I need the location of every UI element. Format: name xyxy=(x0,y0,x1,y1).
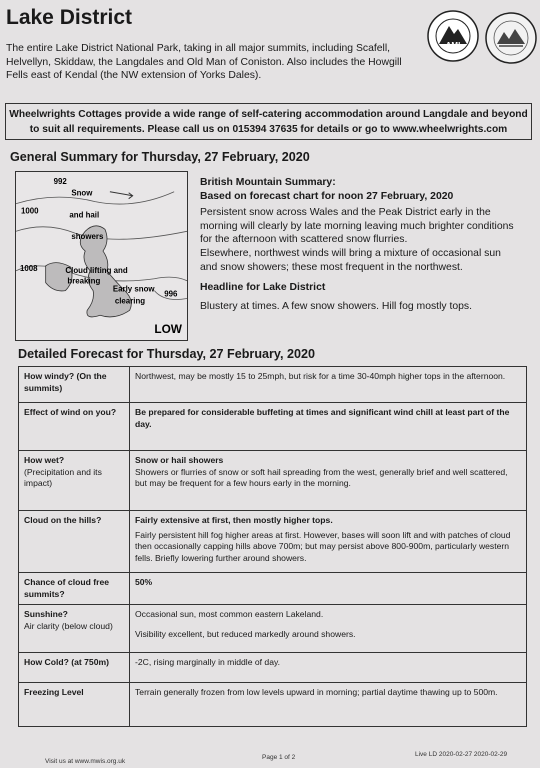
footer-page-number: Page 1 of 2 xyxy=(262,754,296,761)
map-label-early-snow: Early snow xyxy=(112,284,155,294)
row-value-wet xyxy=(130,451,527,511)
cloud-text: Fairly persistent hill fog higher areas at first. However, bases will soon lift and with patches of cloud then occasionally capping hills above 700m; but may persist above 800-900m, particularly western fells. Briefly lowering further around showers. xyxy=(135,529,511,563)
footer-website: Visit us at www.mwis.org.uk xyxy=(45,758,126,765)
table-row xyxy=(19,605,527,653)
row-label-wet xyxy=(19,451,130,511)
isobar-label-1000: 1000 xyxy=(20,206,39,216)
summary-paragraph-1: Persistent snow across Wales and the Peak District early in the morning will clearly by late morning leaving much brighter conditions for the afternoon with scattered snow flurries. xyxy=(200,207,514,246)
wet-title: Snow or hail showers xyxy=(135,455,224,465)
sun-text: Occasional sun, most common eastern Lakeland. xyxy=(135,609,324,619)
summary-paragraph-2: Elsewhere, northwest winds will bring a mixture of occasional sun and snow showers; these most frequent in the northwest. xyxy=(200,247,501,273)
isobar-label-996: 996 xyxy=(164,289,178,299)
wet-label: How wet? xyxy=(24,455,65,465)
table-row xyxy=(19,653,527,683)
table-row xyxy=(19,573,527,605)
row-value-cloud xyxy=(130,511,527,573)
page-title: Lake District xyxy=(6,6,133,29)
row-value-effect: Be prepared for considerable buffeting at times and significant wind chill at least part of the day. xyxy=(130,403,527,451)
wet-sublabel: (Precipitation and its impact) xyxy=(24,466,102,488)
table-row xyxy=(19,403,527,451)
advert-banner xyxy=(5,103,532,140)
isobar-label-1008: 1008 xyxy=(19,263,38,273)
visibility-text: Visibility excellent, but reduced markedly around showers. xyxy=(135,628,356,639)
row-value-freezing: Terrain generally frozen from low levels upward in morning; partial daytime thawing up to 500m. xyxy=(130,683,527,727)
cloud-title: Fairly extensive at first, then mostly higher tops. xyxy=(135,515,333,525)
map-label-snow: Snow xyxy=(71,188,93,198)
banner-line-2: to suit all requirements. Please call us on 015394 37635 for details or go to www.wheelwrights.com xyxy=(29,124,508,135)
general-summary-heading: General Summary for Thursday, 27 February, 2020 xyxy=(10,150,310,164)
table-row xyxy=(19,367,527,403)
map-label-clearing: clearing xyxy=(114,296,146,306)
summary-basis: Based on forecast chart for noon 27 February, 2020 xyxy=(200,190,454,202)
row-label-cloud: Cloud on the hills? xyxy=(19,511,130,573)
map-label-cloud-lifting: Cloud lifting and xyxy=(65,265,128,275)
headline-title: Headline for Lake District xyxy=(200,282,326,294)
sun-sublabel: Air clarity (below cloud) xyxy=(24,620,113,631)
row-label-freezing: Freezing Level xyxy=(19,683,130,727)
row-label-chance: Chance of cloud free summits? xyxy=(19,573,130,605)
table-row xyxy=(19,511,527,573)
map-label-breaking: breaking xyxy=(67,276,101,286)
forecast-chart-map xyxy=(15,171,188,341)
detailed-forecast-table xyxy=(18,366,527,727)
row-value-sunshine xyxy=(130,605,527,653)
map-label-showers: showers xyxy=(71,232,104,242)
footer-version: Live LD 2020-02-27 2020-02-29 xyxy=(415,751,508,758)
summary-title: British Mountain Summary: xyxy=(200,177,336,188)
ami-logo xyxy=(427,10,479,62)
row-label-windy: How windy? (On the summits) xyxy=(19,367,130,403)
synoptic-chart xyxy=(16,172,187,340)
sun-label: Sunshine? xyxy=(24,609,68,619)
intro-text: The entire Lake District National Park, taking in all major summits, including Scafell, Helvellyn, Skiddaw, the Langdales and Old Man of Coniston. Also includes the Howgill Fells east of Kendal (the NW extension of Yorks Dales). xyxy=(6,43,402,81)
mwis-logo xyxy=(485,12,537,64)
row-label-sunshine xyxy=(19,605,130,653)
row-label-effect: Effect of wind on you? xyxy=(19,403,130,451)
map-label-low: LOW xyxy=(154,322,183,337)
row-value-chance: 50% xyxy=(130,573,527,605)
isobar-label-992: 992 xyxy=(53,176,67,186)
row-label-cold: How Cold? (at 750m) xyxy=(19,653,130,683)
table-row xyxy=(19,683,527,727)
british-mountain-summary xyxy=(200,176,515,313)
wet-text: Showers or flurries of snow or soft hail spreading from the west, generally brief and well scattered, but may be frequent for a few hours early in the morning. xyxy=(135,466,508,488)
headline-text: Blustery at times. A few snow showers. Hill fog mostly tops. xyxy=(200,300,472,312)
row-value-cold: -2C, rising marginally in middle of day. xyxy=(130,653,527,683)
row-value-windy: Northwest, may be mostly 15 to 25mph, but risk for a time 30-40mph higher tops in the afternoon. xyxy=(130,367,527,403)
detailed-forecast-heading: Detailed Forecast for Thursday, 27 February, 2020 xyxy=(18,347,315,361)
map-label-and-hail: and hail xyxy=(69,210,100,220)
banner-line-1: Wheelwrights Cottages provide a wide range of self-catering accommodation around Langdale and beyond xyxy=(9,109,528,120)
table-row xyxy=(19,451,527,511)
svg-text:AMI: AMI xyxy=(445,41,461,50)
